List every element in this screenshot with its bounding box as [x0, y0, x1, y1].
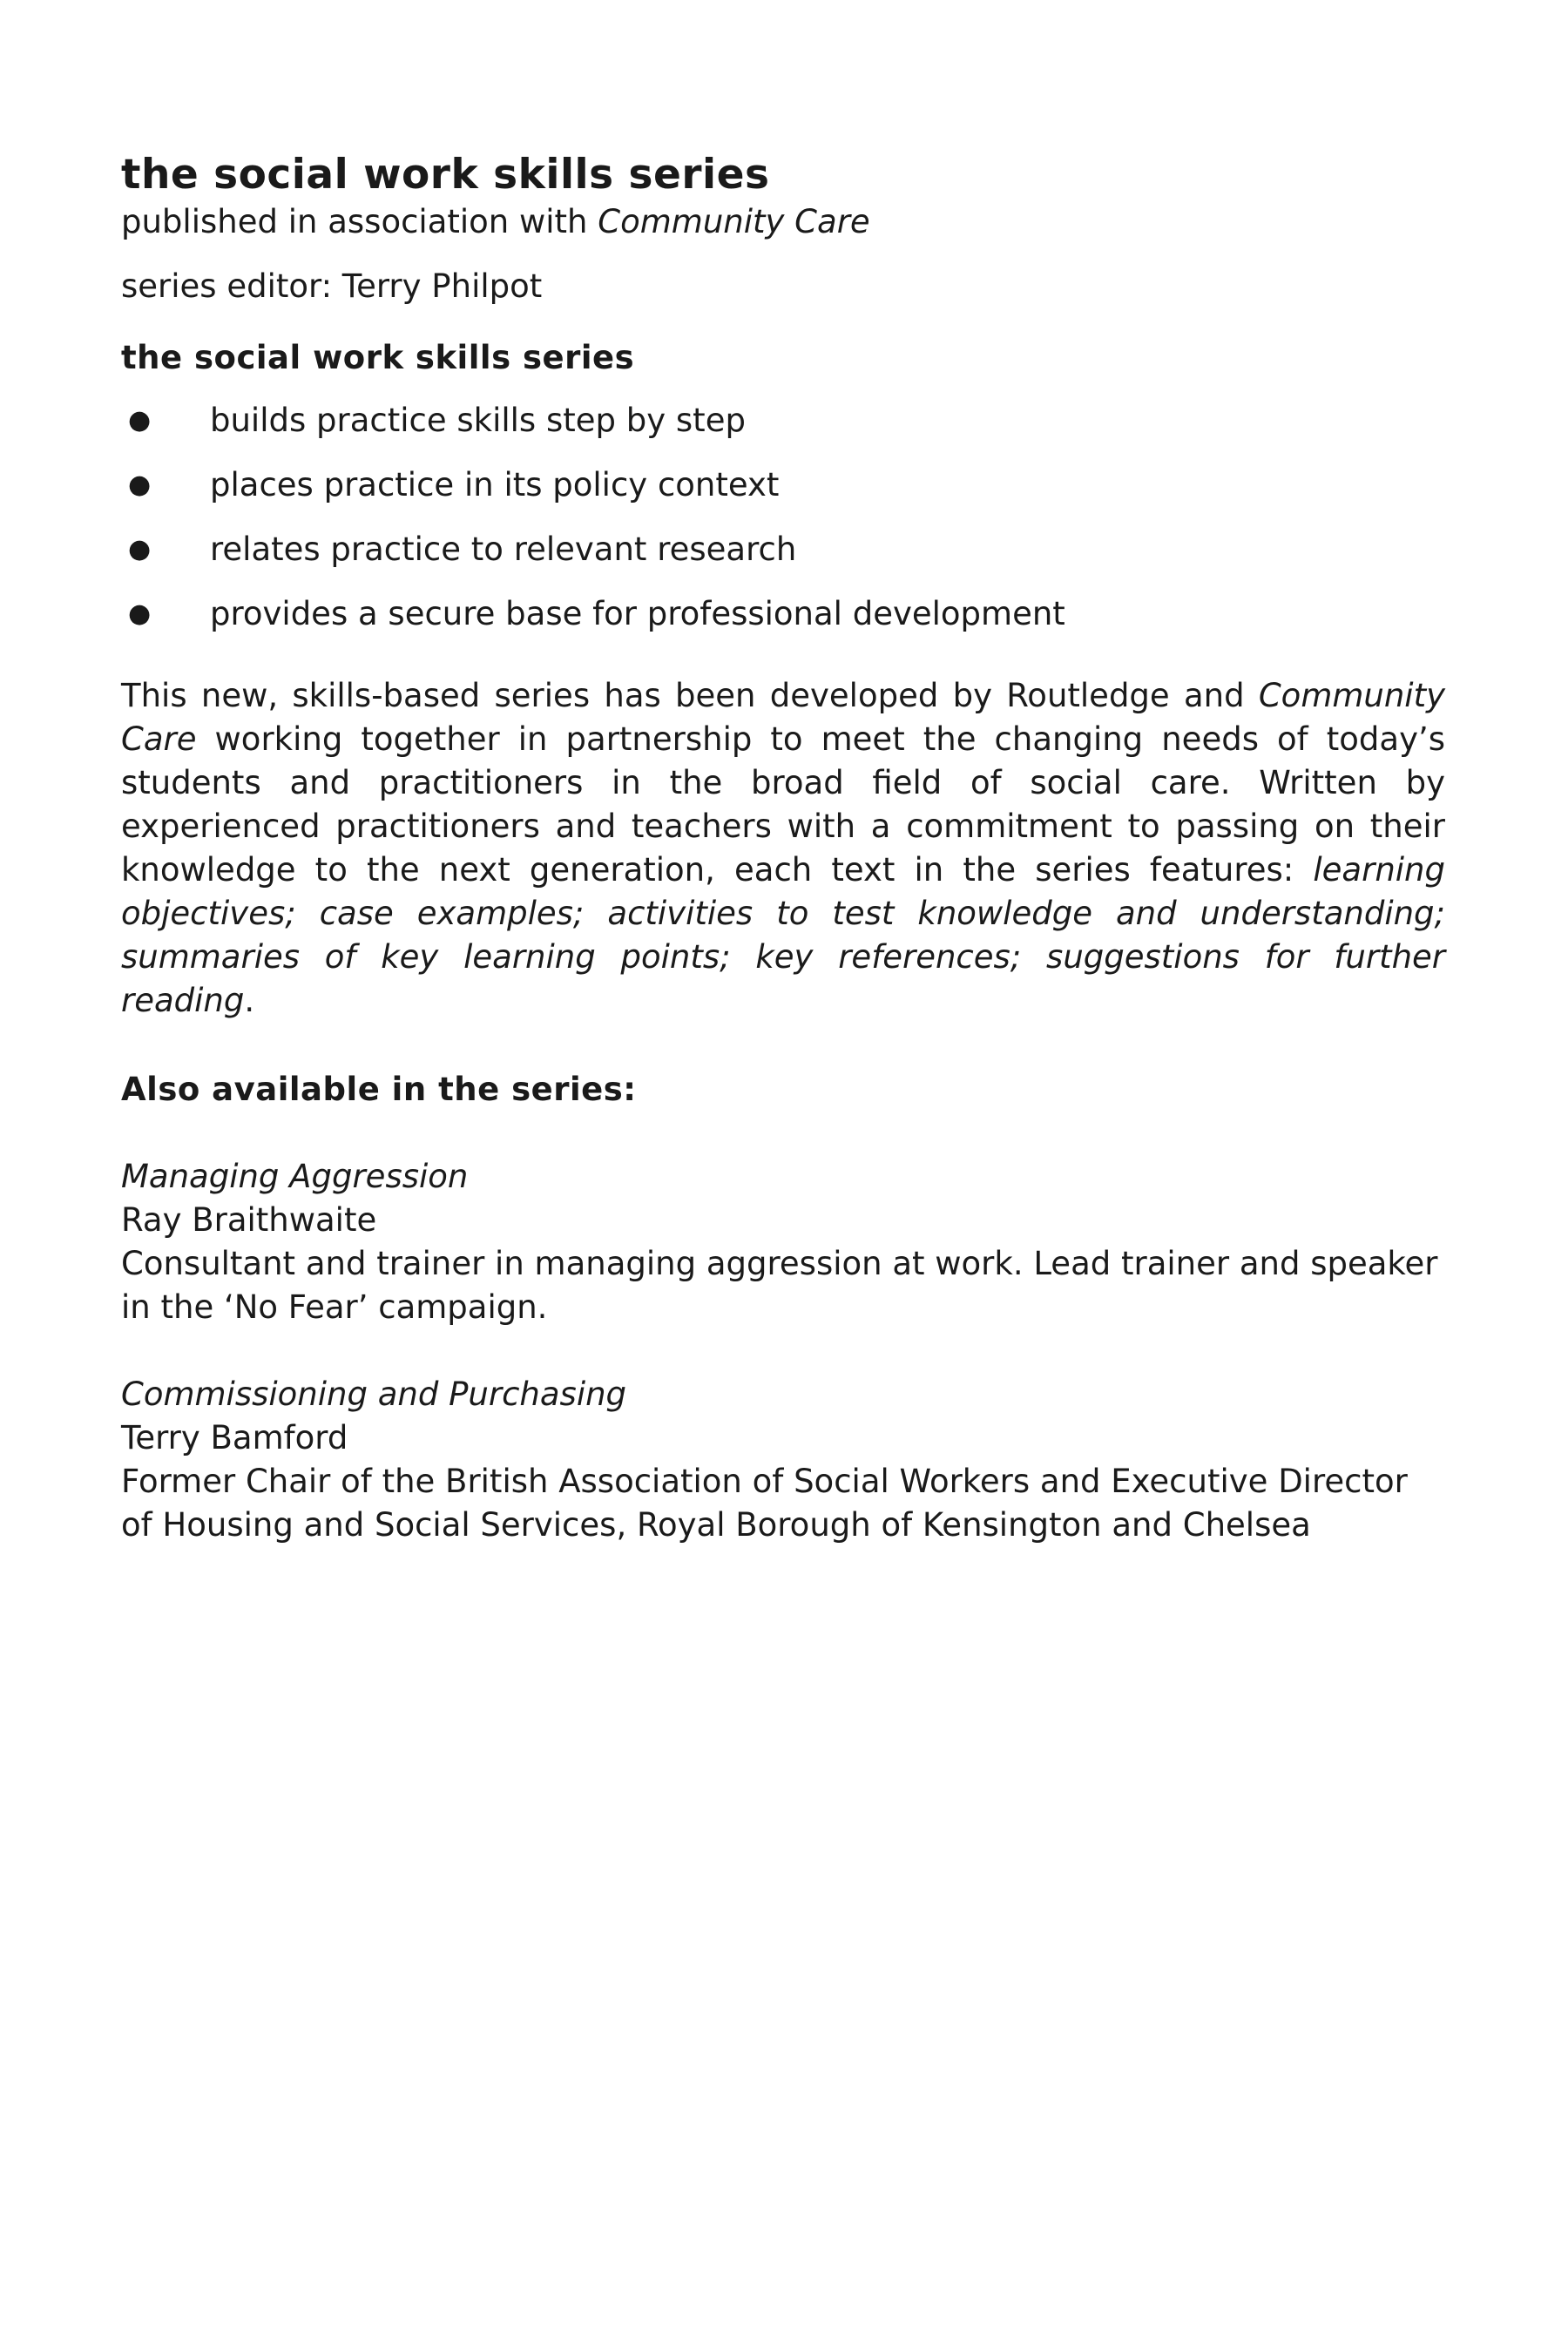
book-entry: [121, 1373, 1445, 1547]
book-title: Commissioning and Purchasing: [121, 1375, 627, 1413]
list-item-text: relates practice to relevant research: [210, 531, 797, 568]
series-description: [121, 674, 1445, 1023]
list-item: [121, 399, 1445, 443]
bullet-icon: ●: [128, 598, 152, 629]
list-item: [121, 528, 1445, 571]
bullet-icon: ●: [128, 534, 152, 564]
also-available-heading: Also available in the series:: [121, 1071, 637, 1108]
bullet-icon: ●: [128, 405, 152, 436]
description-part3: .: [244, 982, 255, 1019]
book-bio: Consultant and trainer in managing aggression at work. Lead trainer and speaker in the ‘No Fear’ campaign.: [121, 1245, 1438, 1326]
book-bio: Former Chair of the British Association of Social Workers and Executive Director of Housing and Social Services, Royal Borough of Kensington and Chelsea: [121, 1463, 1408, 1544]
published-prefix: published in association with: [121, 203, 598, 240]
list-item: [121, 592, 1445, 636]
book-entry: [121, 1155, 1445, 1329]
list-item-text: places practice in its policy context: [210, 466, 780, 504]
list-item-text: builds practice skills step by step: [210, 402, 746, 439]
book-author: Terry Bamford: [121, 1419, 348, 1456]
series-title: the social work skills series: [121, 151, 770, 199]
bullet-icon: ●: [128, 470, 152, 500]
description-features: learning objectives; case examples; activities to test knowledge and understanding; summaries of key learning points; key references; suggestions for further reading: [121, 851, 1445, 1019]
published-line: [121, 200, 1445, 244]
features-list: [121, 399, 1445, 636]
list-item: [121, 463, 1445, 507]
page: [121, 150, 1445, 1547]
series-editor: series editor: Terry Philpot: [121, 267, 543, 305]
description-partner: Community Care: [121, 677, 1445, 758]
description-part2: working together in partnership to meet the changing needs of today’s students and practitioners in the broad field of social care. Written by experienced practitioners and teachers with a commitment to passing on their knowledge to the next generation, each text in the series features:: [121, 720, 1445, 889]
published-partner: Community Care: [598, 203, 870, 240]
book-title: Managing Aggression: [121, 1158, 469, 1195]
features-heading: the social work skills series: [121, 339, 635, 376]
book-author: Ray Braithwaite: [121, 1201, 377, 1239]
list-item-text: provides a secure base for professional development: [210, 595, 1065, 632]
description-part1: This new, skills-based series has been developed by Routledge and: [121, 677, 1259, 714]
